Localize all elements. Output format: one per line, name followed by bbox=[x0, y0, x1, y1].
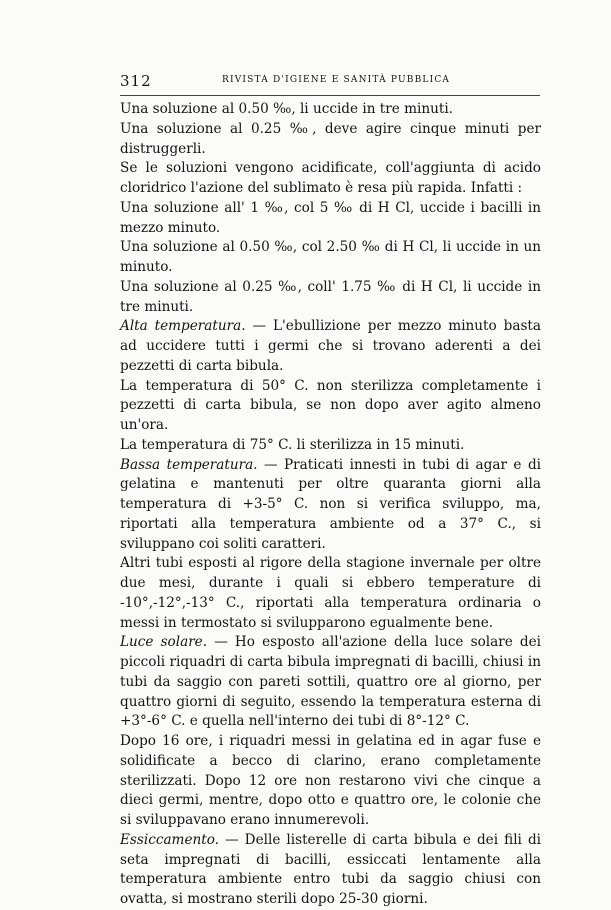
paragraph: Bassa temperatura. — Praticati innesti in tubi di agar e di gelatina e mantenuti per oltre quaranta giorni alla temperatura di +3-5° C. non si verifica sviluppo, ma, riportati alla temperatura ambiente od a 37° C., si sviluppano coi soliti caratteri. bbox=[120, 456, 541, 552]
paragraph: Una soluzione al 0.25 ‰, deve agire cinque minuti per distruggerli. bbox=[120, 120, 541, 157]
paragraph: Se le soluzioni vengono acidificate, coll'aggiunta di acido cloridrico l'azione del sublimato è resa più rapida. Infatti : bbox=[120, 160, 541, 196]
body-text bbox=[120, 100, 541, 910]
running-title: RIVISTA D'IGIENE E SANITÀ PUBBLICA bbox=[222, 75, 451, 85]
paragraph: Una soluzione al 0.50 ‰, li uccide in tre minuti. bbox=[120, 101, 454, 117]
paragraph: Luce solare. — Ho esposto all'azione della luce solare dei piccoli riquadri di carta bibula impregnati di bacilli, chiusi in tubi da saggio con pareti sottili, quattro ore al giorno, per quattro giorni di seguito, essendo la temperatura esterna di +3°-6° C. e quella nell'interno dei tubi di 8°-12° C. bbox=[120, 634, 541, 730]
page-number: 312 bbox=[120, 72, 152, 90]
paragraph: Essiccamento. — Delle listerelle di carta bibula e dei fili di seta impregnati di bacilli, essiccati lentamente alla temperatura ambiente entro tubi da saggio chiusi con ovatta, si mostrano sterili dopo 25-30 giorni. bbox=[120, 831, 541, 907]
page-header bbox=[120, 72, 540, 92]
paragraph: Alta temperatura. — L'ebullizione per mezzo minuto basta ad uccidere tutti i germi che si trovano aderenti a dei pezzetti di carta bibula. bbox=[120, 318, 541, 374]
paragraph: La temperatura di 75° C. li sterilizza in 15 minuti. bbox=[120, 436, 465, 453]
section-lead: Bassa temperatura. bbox=[120, 456, 258, 473]
header-rule bbox=[120, 95, 540, 96]
section-lead: Luce solare. bbox=[120, 634, 208, 651]
paragraph: La temperatura di 50° C. non sterilizza completamente i pezzetti di carta bibula, se non dopo aver agito almeno un'ora. bbox=[120, 377, 541, 433]
paragraph: Altri tubi esposti al rigore della stagione invernale per oltre due mesi, durante i quali si ebbero temperature di -10°,-12°,-13° C., riportati alla temperatura ordinaria o messi in termostato si svilupparono egualmente bene. bbox=[120, 555, 541, 631]
section-lead: Essiccamento. bbox=[120, 831, 219, 848]
paragraph: Una soluzione all' 1 ‰, col 5 ‰ di H Cl, uccide i bacilli in mezzo minuto. bbox=[120, 199, 541, 236]
paragraph: Dopo 16 ore, i riquadri messi in gelatina ed in agar fuse e solidificate a becco di clarino, erano completamente sterilizzati. Dopo 12 ore non restarono vivi che cinque a dieci germi, mentre, dopo otto e quattro ore, le colonie che si sviluppavano erano innumerevoli. bbox=[120, 733, 541, 828]
section-lead: Alta temperatura. bbox=[120, 318, 246, 335]
paragraph: Una soluzione al 0.25 ‰, coll' 1.75 ‰ di H Cl, li uccide in tre minuti. bbox=[120, 278, 541, 315]
paragraph: Una soluzione al 0.50 ‰, col 2.50 ‰ di H Cl, li uccide in un minuto. bbox=[120, 239, 541, 275]
